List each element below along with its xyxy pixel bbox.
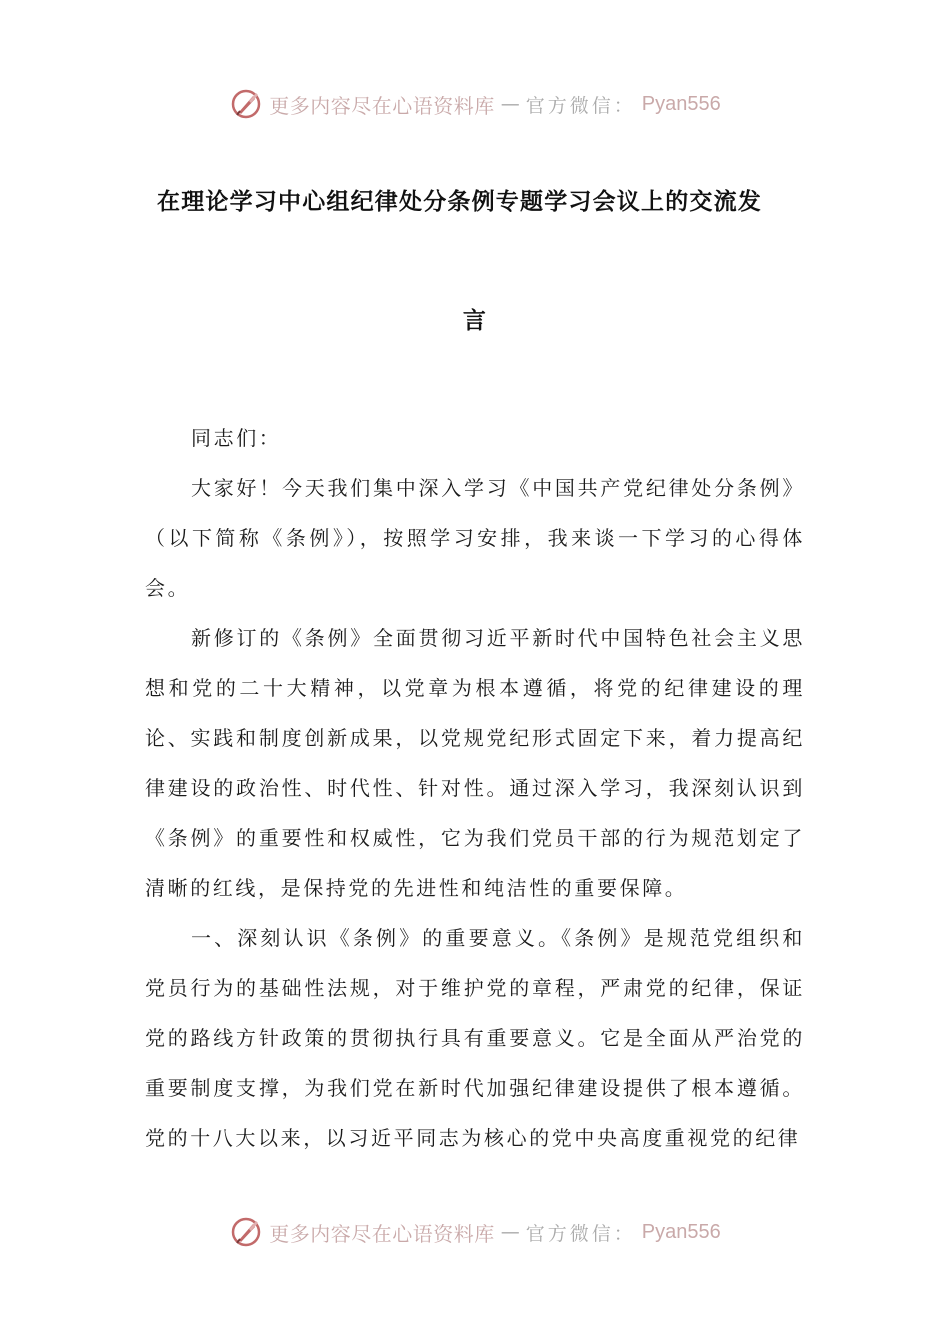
watermark-text: 更多内容尽在心语资料库 (269, 93, 495, 118)
watermark-wechat-label: 官方微信： (525, 94, 636, 117)
paragraph-section-one: 一、深刻认识《条例》的重要意义。《条例》是规范党组织和党员行为的基础性法规，对于维护党的章程，严肃党的纪律，保证党的路线方针政策的贯彻执行具有重要意义。它是全面从严治党的重要制度支撑，为我们党在新时代加强纪律建设提供了根本遵循。党的十八大以来，以习近平同志为核心的党中央高度重视党的纪律 (145, 926, 805, 1150)
watermark-separator: — (500, 93, 520, 115)
watermark-wechat-label: 官方微信： (525, 1222, 636, 1245)
watermark-wechat-id: Pyan556 (641, 1220, 721, 1243)
document-title-line2: 言 (462, 308, 488, 334)
watermark-wechat-id: Pyan556 (641, 92, 721, 115)
quill-logo-icon (229, 87, 263, 121)
paragraph-intro: 新修订的《条例》全面贯彻习近平新时代中国特色社会主义思想和党的二十大精神，以党章为根本遵循，将党的纪律建设的理论、实践和制度创新成果，以党规党纪形式固定下来，着力提高纪律建设的政治性、时代性、针对性。通过深入学习，我深刻认识到《条例》的重要性和权威性，它为我们党员干部的行为规范划定了清晰的红线，是保持党的先进性和纯洁性的重要保障。 (145, 626, 805, 900)
document-body (145, 413, 805, 1163)
watermark-separator: — (500, 1221, 520, 1243)
quill-logo-icon (229, 1215, 263, 1249)
footer-watermark (0, 1212, 950, 1252)
header-watermark (0, 84, 950, 124)
document-title-line1: 在理论学习中心组纪律处分条例专题学习会议上的交流发 (157, 189, 762, 215)
paragraph-greeting: 大家好！今天我们集中深入学习《中国共产党纪律处分条例》（以下简称《条例》），按照学习安排，我来谈一下学习的心得体会。 (145, 476, 805, 600)
paragraph-salutation: 同志们： (191, 426, 282, 450)
watermark-text: 更多内容尽在心语资料库 (269, 1221, 495, 1246)
